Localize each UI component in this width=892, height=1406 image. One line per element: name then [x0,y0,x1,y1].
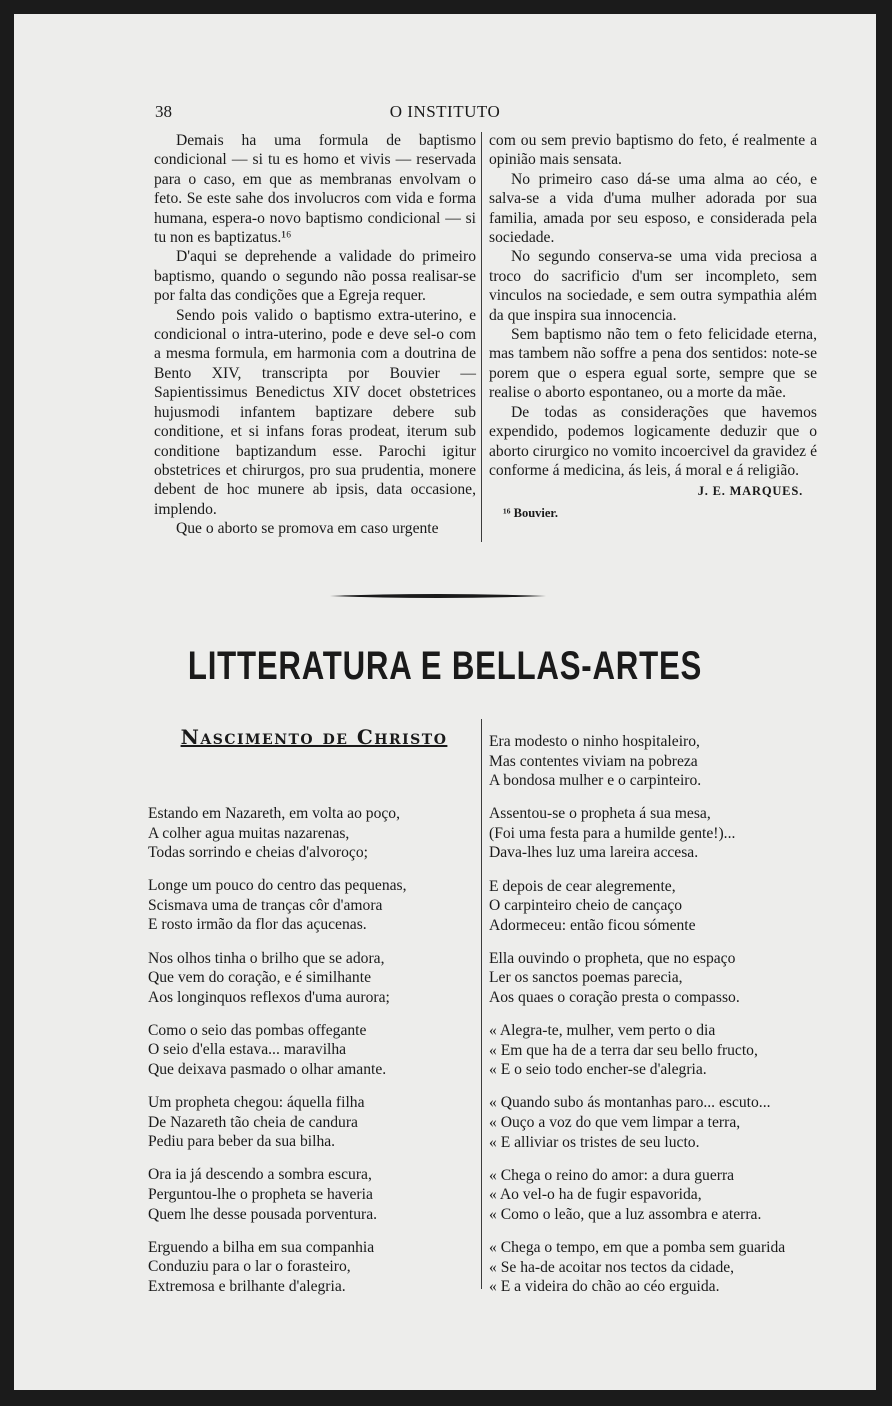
poem-line: A colher agua muitas nazarenas, [148,824,350,842]
poem-line: « E a videira do chão ao céo erguida. [489,1278,720,1296]
poem-line: « Chega o reino do amor: a dura guerra [489,1166,735,1184]
poem-line: (Foi uma festa para a humilde gente!)... [489,824,736,842]
poem-line: Dava-lhes luz uma lareira accesa. [489,844,699,862]
poem-line: E depois de cear alegremente, [489,877,676,895]
poem-title: Nascimento de Christo [180,725,448,749]
article-paragraph: Sendo pois valido o baptismo extra-uterino, e condicional o intra-uterino, pode e deve sel-o com a mesma formula, em harmonia com a doutrina de Bento XIV, transcripta por Bouvier — Sapientissimus Benedictus XIV docet obstetrices hujusmodi infantem baptizare debere sub conditione, et si infans foras prodeat, iterum sub conditione baptizandum esse. Parochi igitur obstetrices et chirurgos, pro sua prudentia, monere debent de hoc munere ab ipsis, data occasione, implendo. [154,306,476,518]
article-column-right [489,131,817,523]
article-paragraph: com ou sem previo baptismo do feto, é realmente a opinião mais sensata. [489,132,817,169]
poem-line: E rosto irmão da flor das açucenas. [148,916,367,934]
poem-stanza [148,1021,478,1080]
poem-stanza [489,949,829,1008]
poem-stanza [489,1238,829,1297]
poem-line: Scismava uma de tranças côr d'amora [148,896,383,914]
poem-line: Todas sorrindo e cheias d'alvoroço; [148,844,368,862]
article-paragraph: De todas as considerações que havemos expendido, podemos logicamente deduzir que o aborto cirurgico no vomito incoercivel da gravidez é conforme á medicina, ás leis, á moral e á religião. [489,403,817,479]
poem-line: De Nazareth tão cheia de candura [148,1113,358,1131]
poem-line: Longe um pouco do centro das pequenas, [148,877,407,895]
poem-line: Que deixava pasmado o olhar amante. [148,1061,387,1079]
article-paragraph: Demais ha uma formula de baptismo condicional — si tu es homo et vivis — reservada para o caso, em que as membranas envolvam o feto. Se este sahe dos involucros com vida e forma humana, espera-o novo baptismo condicional — si tu non es baptizatus.¹⁶ [154,132,476,247]
scanned-page [14,14,876,1390]
poem-stanza [489,1166,829,1225]
author-signature: J. E. MARQUES. [697,484,803,499]
poem-line: Que vem do coração, e é similhante [148,969,371,987]
poem-line: Aos quaes o coração presta o compasso. [489,989,740,1007]
poem-line: « E o seio todo encher-se d'alegria. [489,1061,707,1079]
poem-line: Mas contentes viviam na pobreza [489,752,698,770]
poem-line: « Se ha-de acoitar nos tectos da cidade, [489,1258,735,1276]
footnote: ¹⁶ Bouvier. [503,505,558,520]
poem-line: Adormeceu: então ficou sómente [489,916,696,934]
poem-stanza [148,804,478,863]
poem-line: Ella ouvindo o propheta, que no espaço [489,949,736,967]
poem-line: Conduziu para o lar o forasteiro, [148,1258,351,1276]
poem-line: A bondosa mulher e o carpinteiro. [489,772,702,790]
poem-stanza [489,804,829,863]
poem-line: Quem lhe desse pousada porventura. [148,1205,378,1223]
poem-line: « Em que ha de a terra dar seu bello fructo, [489,1041,758,1059]
poem-stanza [489,1021,829,1080]
article-paragraph: Sem baptismo não tem o feto felicidade eterna, mas tambem não soffre a pena dos sentidos: note-se porem que o espera egual sorte, sempre que se realise o aborto espontaneo, ou a morte da mãe. [489,326,817,402]
ornamental-rule [330,590,546,602]
article-column-left [154,131,476,539]
poem-line: « Chega o tempo, em que a pomba sem guarida [489,1238,786,1256]
poem-stanza [148,1093,478,1152]
poem-line: Ler os sanctos poemas parecia, [489,969,683,987]
column-rule-bottom [481,719,482,1289]
poem-stanza [489,732,829,791]
poem-line: Extremosa e brilhante d'alegria. [148,1277,346,1295]
poem-column-left [148,804,478,1310]
poem-line: Nos olhos tinha o brilho que se adora, [148,949,385,967]
page-number: 38 [155,102,172,121]
poem-stanza [148,876,478,935]
column-rule-top [481,132,482,542]
article-paragraph: No primeiro caso dá-se uma alma ao céo, e salva-se a vida d'uma mulher adorada por sua familia, amada por seu esposo, e considerada pela sociedade. [489,170,817,247]
poem-line: Ora ia já descendo a sombra escura, [148,1166,372,1184]
poem-line: Um propheta chegou: áquella filha [148,1094,365,1112]
poem-line: Pediu para beber da sua bilha. [148,1133,336,1151]
poem-stanza [489,1093,829,1152]
poem-line: Aos longinquos reflexos d'uma aurora; [148,988,390,1006]
poem-line: Erguendo a bilha em sua companhia [148,1238,375,1256]
poem-line: « Ao vel-o ha de fugir espavorida, [489,1186,702,1204]
poem-line: Como o seio das pombas offegante [148,1021,367,1039]
poem-line: Estando em Nazareth, em volta ao poço, [148,805,401,822]
poem-line: Perguntou-lhe o propheta se haveria [148,1186,373,1203]
poem-line: « Alegra-te, mulher, vem perto o dia [489,1022,716,1040]
poem-line: O seio d'ella estava... maravilha [148,1041,347,1059]
poem-stanza [489,877,829,936]
article-paragraph: D'aqui se deprehende a validade do primeiro baptismo, quando o segundo não possa realisar-se por falta das condições que a Egreja requer. [154,248,476,305]
poem-line: O carpinteiro cheio de cançaço [489,897,683,915]
poem-line: « Ouço a voz do que vem limpar a terra, [489,1114,741,1131]
poem-line: Assentou-se o propheta á sua mesa, [489,805,711,823]
poem-line: « Como o leão, que a luz assombra e aterra. [489,1205,762,1223]
journal-title: O INSTITUTO [389,102,501,121]
section-title: LITTERATURA E BELLAS-ARTES [187,644,703,688]
running-head [14,102,876,128]
poem-line: « E alliviar os tristes de seu lucto. [489,1133,700,1151]
poem-line: Era modesto o ninho hospitaleiro, [489,733,700,750]
poem-column-right [489,732,829,1310]
article-paragraph: Que o aborto se promova em caso urgente [176,520,439,538]
poem-stanza [148,1238,478,1297]
poem-line: « Quando subo ás montanhas paro... escuto... [489,1094,771,1112]
article-paragraph: No segundo conserva-se uma vida preciosa a troco do sacrificio d'um ser incompleto, sem vinculos na sociedade, e sem outra sympathia além da que inspira sua innocencia. [489,248,817,324]
poem-stanza [148,1165,478,1224]
poem-stanza [148,949,478,1008]
